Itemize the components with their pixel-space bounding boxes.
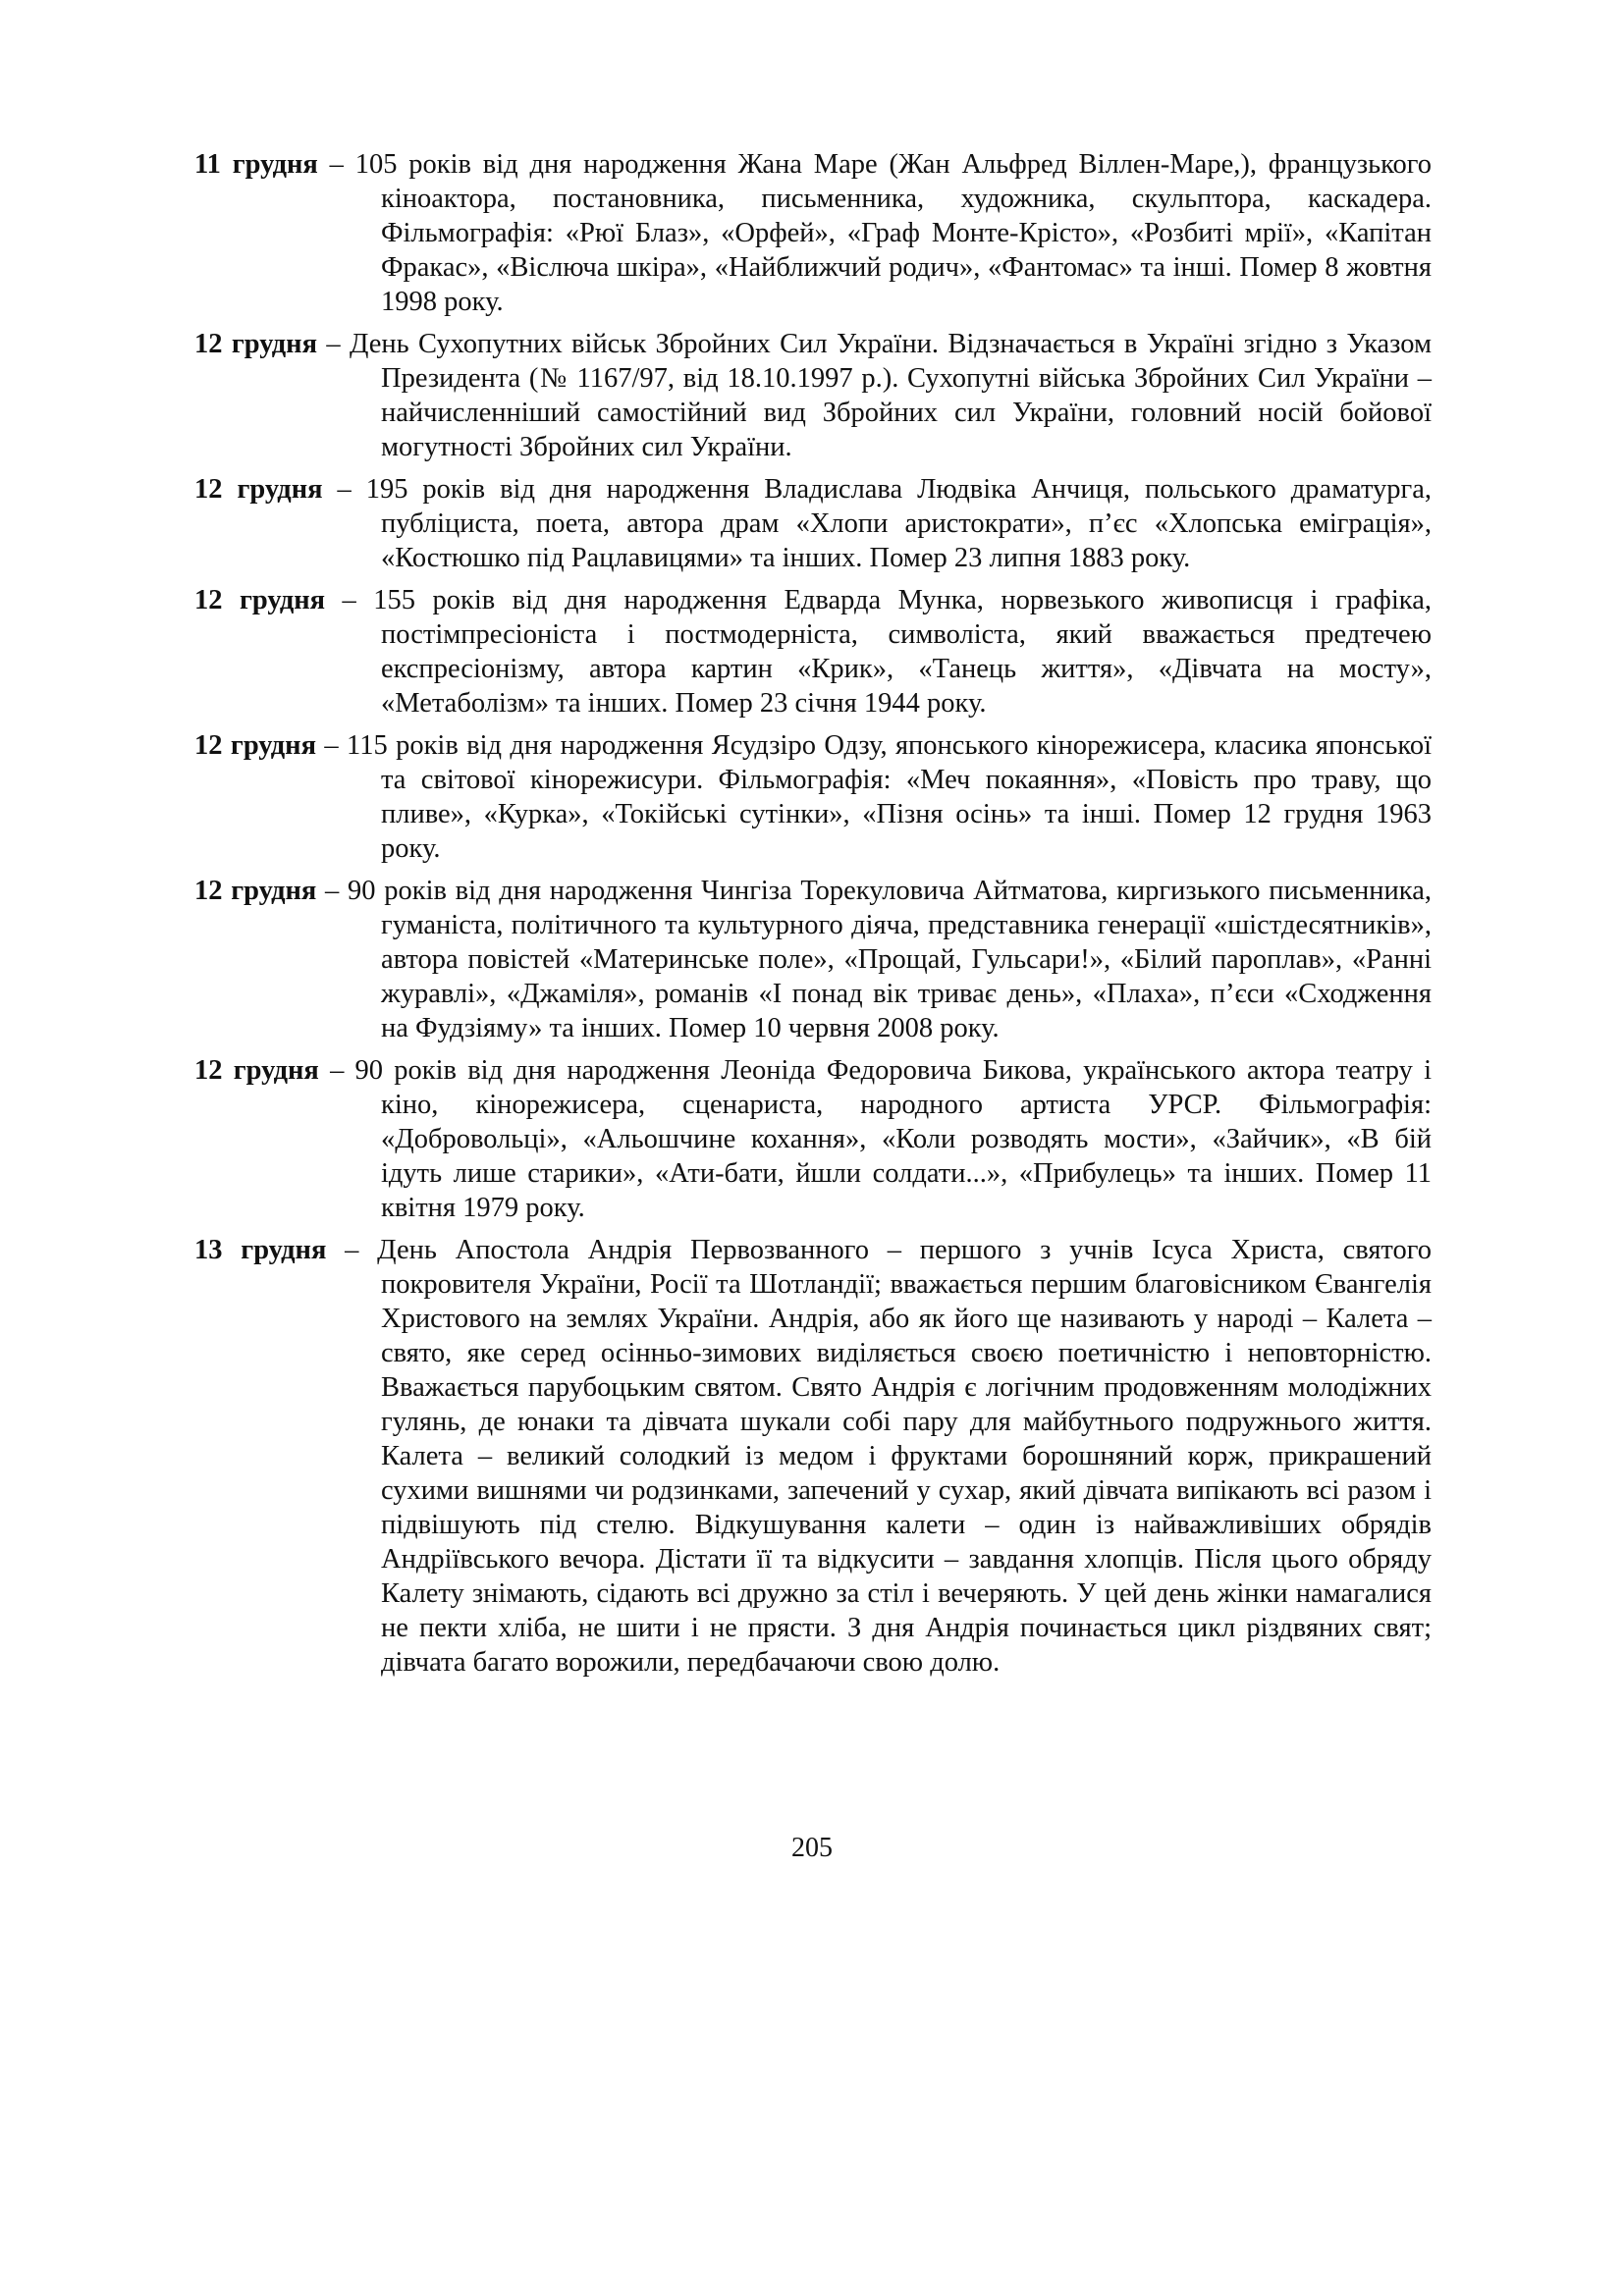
calendar-entry <box>194 583 1432 721</box>
entry-date: 12 грудня <box>194 730 317 761</box>
entry-text: 105 років від дня народження Жана Маре (Жан Альфред Віллен-Маре,), французького кіноактора, постановника, письменника, художника, скульптора, каскадера. Фільмографія: «Рюї Блаз», «Орфей», «Граф Монте-Крісто», «Розбиті мрії», «Капітан Фракас», «Віслюча шкіра», «Найближчий родич», «Фантомас» та інші. Помер 8 жовтня 1998 року. <box>354 149 1433 317</box>
calendar-entry <box>194 472 1432 575</box>
calendar-entry <box>194 1053 1432 1225</box>
entry-text: 115 років від дня народження Ясудзіро Одзу, японського кінорежисера, класика японської та світової кінорежисури. Фільмографія: «Меч покаяння», «Повість про траву, що пливе», «Курка», «Токійські сутінки», «Пізня осінь» та інші. Помер 12 грудня 1963 року. <box>347 730 1432 864</box>
entry-separator: – <box>316 876 349 906</box>
entry-date: 12 грудня <box>194 474 323 505</box>
entry-text: 155 років від дня народження Едварда Мунка, норвезького живописця і графіка, постімпресіоніста і постмодерніста, символіста, який вважається предтечею експресіонізму, автора картин «Крик», «Танець життя», «Дівчата на мосту», «Метаболізм» та інших. Помер 23 січня 1944 року. <box>373 585 1432 719</box>
entry-text: День Апостола Андрія Первозванного – першого з учнів Ісуса Христа, святого покровителя України, Росії та Шотландії; вважається першим благовісником Євангелія Христового на землях України. Андрія, або як його ще називають у народі – Калета – свято, яке серед осінньо-зимових виділяється своєю поетичністю і неповторністю. Вважається парубоцьким святом. Свято Андрія є логічним продовженням молодіжних гулянь, де юнаки та дівчата шукали собі пару для майбутнього подружнього життя. Калета – великий солодкий із медом і фруктами борошняний корж, прикрашений сухими вишнями чи родзинками, запечений у сухар, який дівчата випікають всі разом і підвішують під стелю. Відкушування калети – один із найважливіших обрядів Андріївського вечора. Дістати її та відкусити – завдання хлопців. Після цього обряду Калету знімають, сідають всі дружно за стіл і вечеряють. У цей день жінки намагалися не пекти хліба, не шити і не прясти. З дня Андрія починається цикл різдвяних свят; дівчата багато ворожили, передбачаючи свою долю. <box>377 1235 1432 1678</box>
entry-date: 12 грудня <box>194 876 317 906</box>
calendar-entry <box>194 874 1432 1045</box>
entry-date: 11 грудня <box>194 149 318 180</box>
entry-date: 12 грудня <box>194 329 317 359</box>
entry-separator: – <box>318 1055 355 1086</box>
page-body <box>194 147 1432 1687</box>
calendar-entry <box>194 147 1432 319</box>
entry-separator: – <box>316 730 348 761</box>
entry-separator: – <box>322 474 366 505</box>
entry-text: 90 років від дня народження Чингіза Торекуловича Айтматова, киргизького письменника, гуманіста, політичного та культурного діяча, представника генерації «шістдесятників», автора повістей «Материнське поле», «Прощай, Гульсари!», «Білий пароплав», «Ранні журавлі», «Джаміля», романів «І понад вік триває день», «Плаха», п’єси «Сходження на Фудзіяму» та інших. Помер 10 червня 2008 року. <box>348 876 1432 1043</box>
calendar-entry <box>194 1233 1432 1680</box>
entry-text: 90 років від дня народження Леоніда Федоровича Бикова, українського актора театру і кіно, кінорежисера, сценариста, народного артиста УРСР. Фільмографія: «Добровольці», «Альошчине кохання», «Коли розводять мости», «Зайчик», «В бій ідуть лише старики», «Ати-бати, йшли солдати...», «Прибулець» та інших. Помер 11 квітня 1979 року. <box>354 1055 1433 1223</box>
entry-separator: – <box>326 1235 378 1265</box>
page-number: 205 <box>791 1833 833 1863</box>
entry-date: 13 грудня <box>194 1235 327 1265</box>
calendar-entry <box>194 327 1432 464</box>
entry-text: День Сухопутних військ Збройних Сил України. Відзначається в Україні згідно з Указом Президента (№ 1167/97, від 18.10.1997 р.). Сухопутні війська Збройних Сил України – найчисленніший самостійний вид Збройних сил України, головний носій бойової могутності Збройних сил України. <box>349 329 1432 462</box>
entry-date: 12 грудня <box>194 585 326 615</box>
entry-text: 195 років від дня народження Владислава Людвіка Анчиця, польського драматурга, публіциста, поета, автора драм «Хлопи аристократи», п’єс «Хлопська еміграція», «Костюшко під Рацлавицями» та інших. Помер 23 липня 1883 року. <box>365 474 1433 573</box>
calendar-entry <box>194 728 1432 866</box>
entry-separator: – <box>325 585 374 615</box>
entry-date: 12 грудня <box>194 1055 319 1086</box>
entry-separator: – <box>317 149 355 180</box>
entry-separator: – <box>317 329 350 359</box>
